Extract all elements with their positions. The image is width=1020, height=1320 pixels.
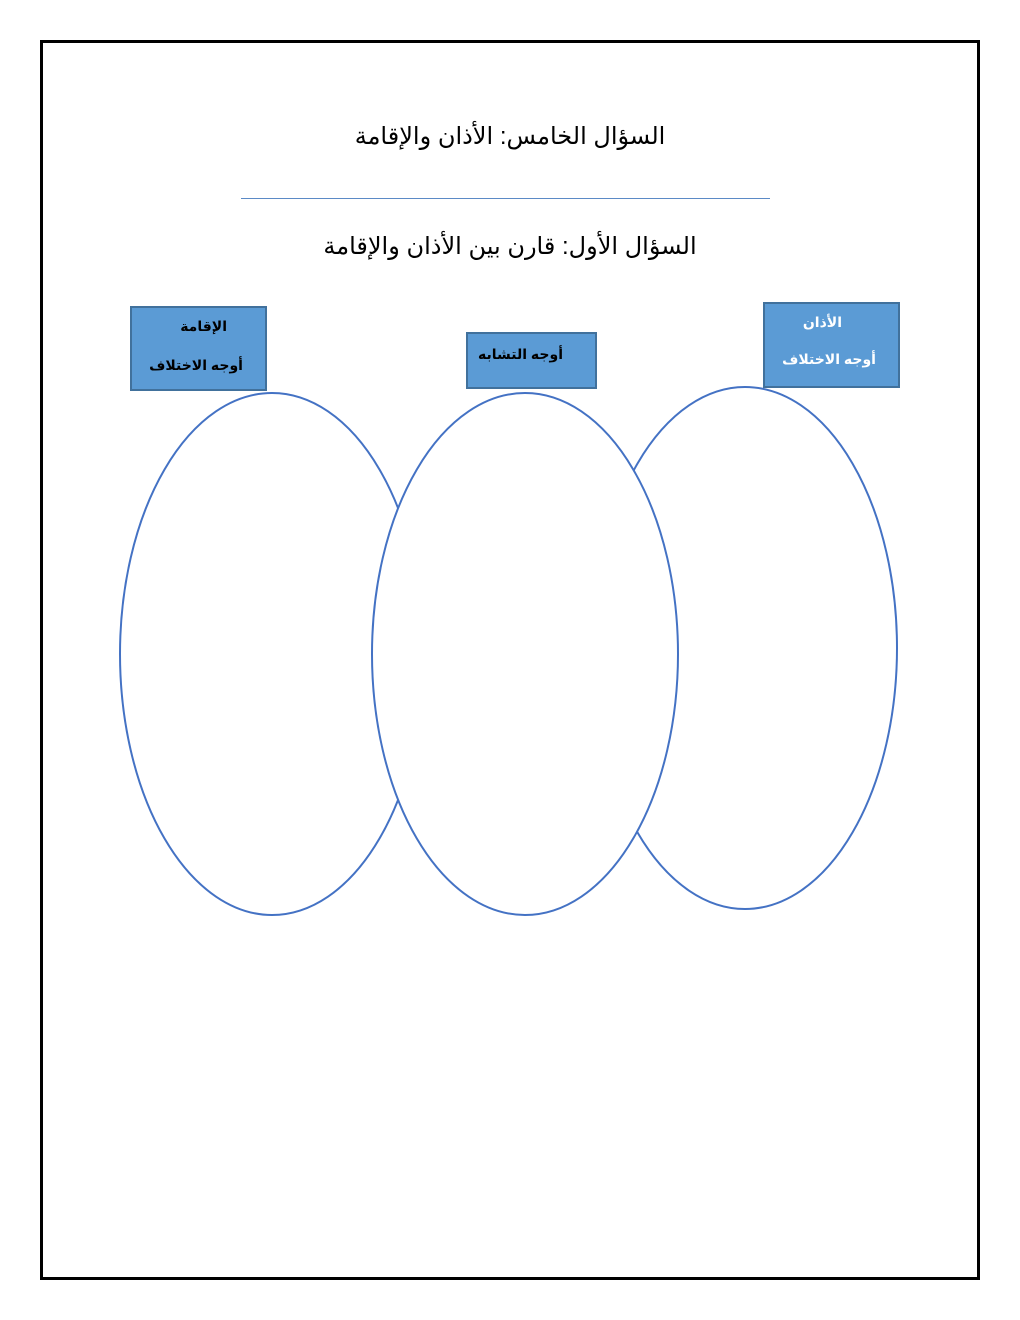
similarities-label: أوجه التشابه [478, 346, 563, 362]
iqama-differences-label: أوجه الاختلاف [149, 357, 243, 373]
page-title: السؤال الخامس: الأذان والإقامة [354, 123, 666, 150]
label-box-adhan [763, 302, 900, 388]
label-box-similarities [466, 332, 597, 389]
label-box-iqama [130, 306, 267, 391]
adhan-label: الأذان [802, 314, 842, 330]
venn-circle-middle [372, 393, 678, 915]
question-title: السؤال الأول: قارن بين الأذان والإقامة [323, 233, 697, 260]
iqama-label: الإقامة [180, 318, 227, 334]
adhan-differences-label: أوجه الاختلاف [782, 351, 876, 367]
